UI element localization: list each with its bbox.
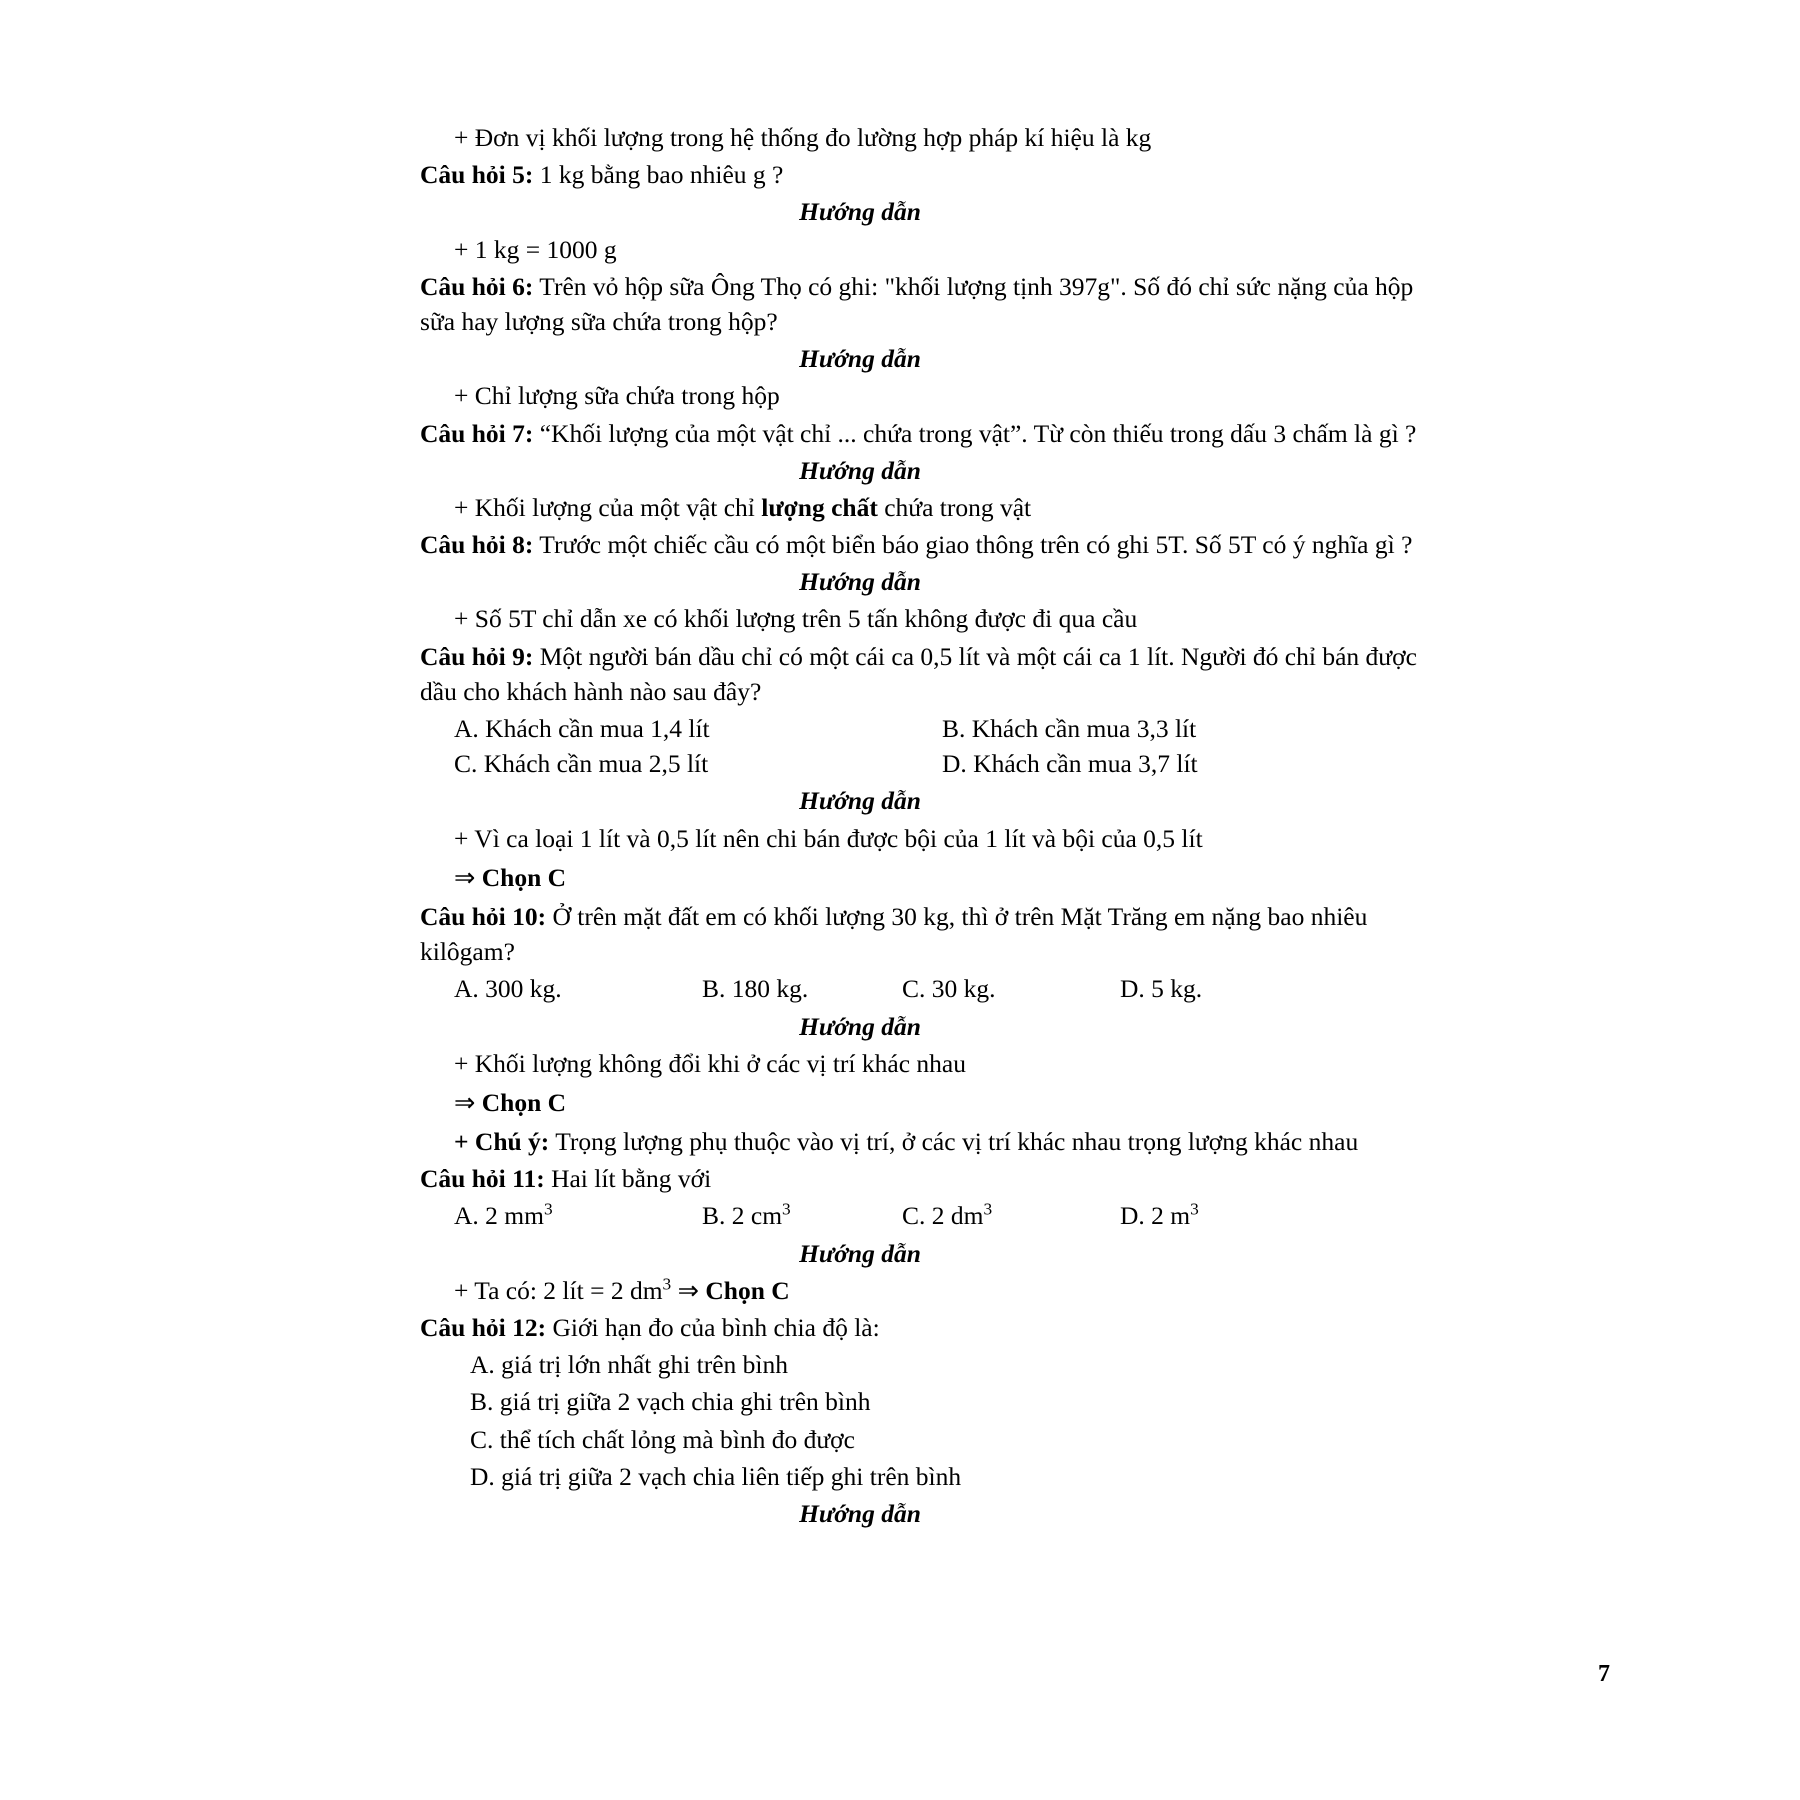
answer-7-keyword: lượng chất — [761, 492, 878, 522]
choice-d[interactable]: D. Khách cần mua 3,7 lít — [942, 749, 1198, 779]
choice-d[interactable]: D. giá trị giữa 2 vạch chia liên tiếp ghi trên bình — [470, 1461, 962, 1491]
question-9 — [420, 639, 1430, 709]
guide-heading-7: Hướng dẫn — [799, 455, 921, 485]
top-statement: + Đơn vị khối lượng trong hệ thống đo lường hợp pháp kí hiệu là kg — [454, 123, 1152, 152]
choice-c[interactable]: C. 2 $dm^3$ — [902, 1199, 993, 1231]
choice-c[interactable]: C. 30 kg. — [902, 974, 996, 1004]
guide-heading-9: Hướng dẫn — [799, 786, 921, 816]
guide-heading-5: Hướng dẫn — [799, 197, 921, 227]
choice-a[interactable]: A. 300 kg. — [454, 974, 562, 1004]
page-content — [420, 120, 1430, 1531]
answer-8: + Số 5T chỉ dẫn xe có khối lượng trên 5 tấn không được đi qua cầu — [454, 604, 1138, 634]
question-7-label: Câu hỏi 7: — [420, 418, 534, 448]
answer-10: + Khối lượng không đổi khi ở các vị trí khác nhau — [454, 1048, 966, 1078]
question-5-text: 1 kg bằng bao nhiêu g ? — [533, 160, 784, 190]
question-10-choices — [420, 971, 1430, 1006]
question-10-text: Ở trên mặt đất em có khối lượng 30 kg, thì ở trên Mặt Trăng em nặng bao nhiêu kilôgam? — [420, 901, 1368, 967]
question-10 — [420, 899, 1430, 969]
note-10-text: Trọng lượng phụ thuộc vào vị trí, ở các vị trí khác nhau trọng lượng khác nhau — [549, 1127, 1359, 1157]
note-10-label: + Chú ý: — [454, 1127, 550, 1157]
choice-d[interactable]: D. 5 kg. — [1120, 974, 1203, 1004]
question-6-label: Câu hỏi 6: — [420, 271, 534, 301]
answer-7 — [420, 490, 1430, 525]
question-11 — [420, 1161, 1430, 1196]
conclusion-9-text: Chọn C — [481, 862, 567, 892]
question-7-text: “Khối lượng của một vật chỉ ... chứa trong vật”. Từ còn thiếu trong dấu 3 chấm là gì ? — [533, 418, 1417, 448]
question-9-choices-row-1 — [420, 711, 1430, 746]
choice-b[interactable]: B. 2 $cm^3$ — [702, 1199, 791, 1231]
guide-heading-10: Hướng dẫn — [799, 1011, 921, 1041]
question-12 — [420, 1310, 1430, 1345]
conclusion-9 — [420, 860, 1430, 895]
guide-heading-6: Hướng dẫn — [799, 344, 921, 374]
answer-7-prefix: + Khối lượng của một vật chỉ — [454, 492, 762, 522]
answer-11: + Ta có: 2 lít = 2 $dm^3$ ⇒ Chọn C — [454, 1274, 790, 1305]
question-5-label: Câu hỏi 5: — [420, 160, 534, 190]
question-9-choices-row-2 — [420, 746, 1430, 781]
question-11-label: Câu hỏi 11: — [420, 1164, 545, 1194]
choice-a[interactable]: A. giá trị lớn nhất ghi trên bình — [470, 1350, 789, 1380]
question-10-label: Câu hỏi 10: — [420, 901, 547, 931]
question-11-choices — [420, 1198, 1430, 1233]
choice-c[interactable]: C. Khách cần mua 2,5 lít — [454, 749, 709, 779]
conclusion-10 — [420, 1085, 1430, 1120]
answer-5: + 1 kg = 1000 g — [454, 234, 617, 264]
choice-a[interactable]: A. Khách cần mua 1,4 lít — [454, 714, 710, 743]
choice-b[interactable]: B. Khách cần mua 3,3 lít — [942, 714, 1197, 743]
choice-a[interactable]: A. 2 $mm^3$ — [454, 1199, 553, 1231]
question-5 — [420, 157, 1430, 192]
page-number: 7 — [1598, 1661, 1610, 1687]
question-9-text: Một người bán dầu chỉ có một cái ca 0,5 lít và một cái ca 1 lít. Người đó chỉ bán được dầu cho khách hành nào sau đây? — [420, 641, 1417, 706]
question-8 — [420, 527, 1430, 562]
question-12-label: Câu hỏi 12: — [420, 1313, 547, 1342]
question-8-label: Câu hỏi 8: — [420, 530, 534, 560]
choice-b[interactable]: B. 180 kg. — [702, 974, 809, 1004]
guide-heading-11: Hướng dẫn — [799, 1238, 921, 1268]
note-10 — [420, 1124, 1430, 1159]
question-9-label: Câu hỏi 9: — [420, 641, 534, 671]
question-8-text: Trước một chiếc cầu có một biển báo giao thông trên có ghi 5T. Số 5T có ý nghĩa gì ? — [533, 530, 1413, 560]
answer-6: + Chỉ lượng sữa chứa trong hộp — [454, 381, 780, 411]
question-6-text: Trên vỏ hộp sữa Ông Thọ có ghi: "khối lượng tịnh 397g". Số đó chỉ sức nặng của hộp sữa hay lượng sữa chứa trong hộp? — [420, 271, 1414, 336]
conclusion-10-text: Chọn C — [481, 1087, 567, 1117]
choice-c[interactable]: C. thể tích chất lỏng mà bình đo được — [470, 1424, 855, 1454]
choice-d[interactable]: D. 2 $m^3$ — [1120, 1199, 1199, 1231]
answer-7-suffix: chứa trong vật — [877, 492, 1032, 522]
arrow-icon: ⇒ — [454, 1087, 476, 1117]
guide-heading-12: Hướng dẫn — [799, 1498, 921, 1528]
question-12-text: Giới hạn đo của bình chia độ là: — [546, 1313, 880, 1342]
guide-heading-8: Hướng dẫn — [799, 567, 921, 597]
arrow-icon: ⇒ — [454, 862, 476, 892]
question-6 — [420, 269, 1430, 339]
question-7 — [420, 416, 1430, 451]
answer-9: + Vì ca loại 1 lít và 0,5 lít nên chi bán được bội của 1 lít và bội của 0,5 lít — [454, 823, 1203, 853]
choice-b[interactable]: B. giá trị giữa 2 vạch chia ghi trên bình — [470, 1387, 871, 1417]
question-11-text: Hai lít bằng với — [544, 1164, 712, 1194]
